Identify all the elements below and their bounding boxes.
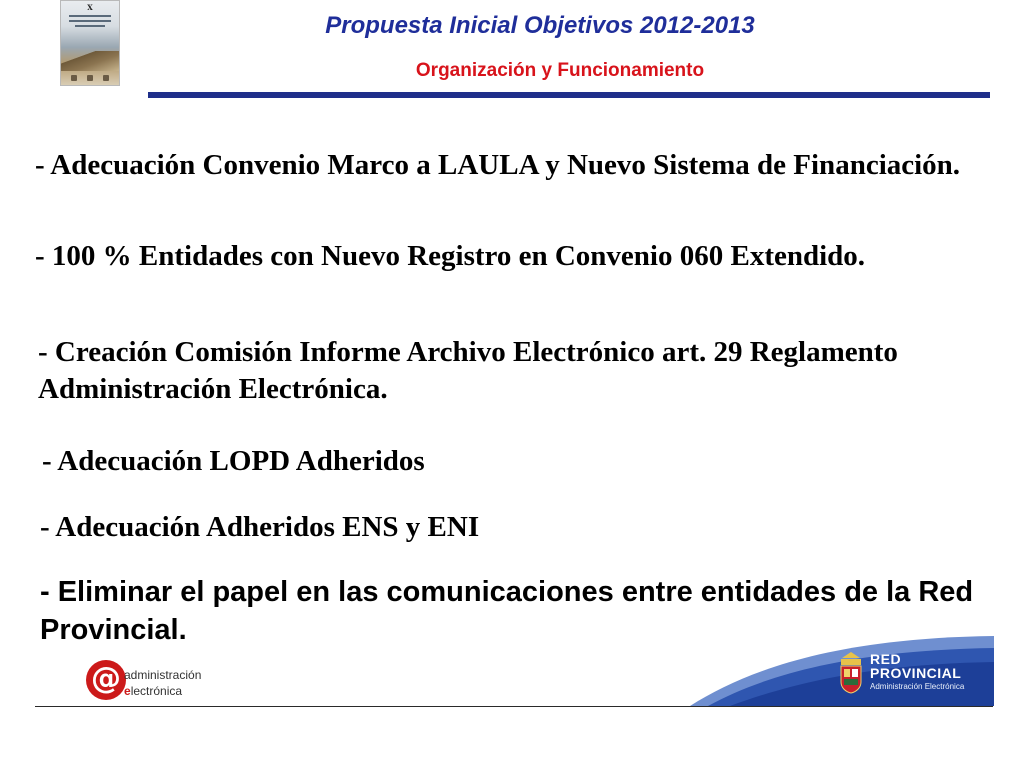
thumbnail-logos [71, 75, 109, 81]
logo-initial: e [124, 684, 131, 698]
red-provincial-logo [838, 648, 994, 700]
thumbnail-line [69, 20, 111, 22]
objective-item: - Adecuación Convenio Marco a LAULA y Nuevo Sistema de Financiación. [35, 149, 961, 181]
slide-subtitle: Organización y Funcionamiento [415, 60, 705, 81]
logo-text-provincial: PROVINCIAL [870, 665, 962, 681]
footer-rule [35, 706, 993, 707]
thumbnail-landscape [61, 51, 119, 71]
cover-thumbnail [60, 0, 120, 86]
thumbnail-line [69, 15, 111, 17]
logo-text-line2 [124, 684, 182, 698]
administracion-electronica-logo [86, 660, 216, 704]
header-rule [148, 92, 990, 98]
objective-item: - Creación Comisión Informe Archivo Electrónico art. 29 Reglamento Administración Electrónica. [38, 336, 898, 405]
objective-item: - 100 % Entidades con Nuevo Registro en Convenio 060 Extendido. [35, 240, 866, 272]
objective-item: - Eliminar el papel en las comunicaciones entre entidades de la Red Provincial. [40, 576, 974, 646]
objective-item: - Adecuación LOPD Adheridos [42, 445, 425, 477]
coat-of-arms-icon [838, 650, 864, 694]
logo-text-subtitle: Administración Electrónica [870, 682, 965, 691]
logo-rest: lectrónica [130, 684, 183, 698]
thumbnail-line [75, 25, 105, 27]
logo-text-line1: administración [124, 668, 202, 682]
at-icon: @ [86, 660, 126, 700]
logo-text-red: RED [870, 651, 902, 667]
thumbnail-mark: X [87, 3, 93, 12]
slide-title: Propuesta Inicial Objetivos 2012-2013 [325, 12, 755, 39]
objective-item: - Adecuación Adheridos ENS y ENI [40, 511, 480, 543]
